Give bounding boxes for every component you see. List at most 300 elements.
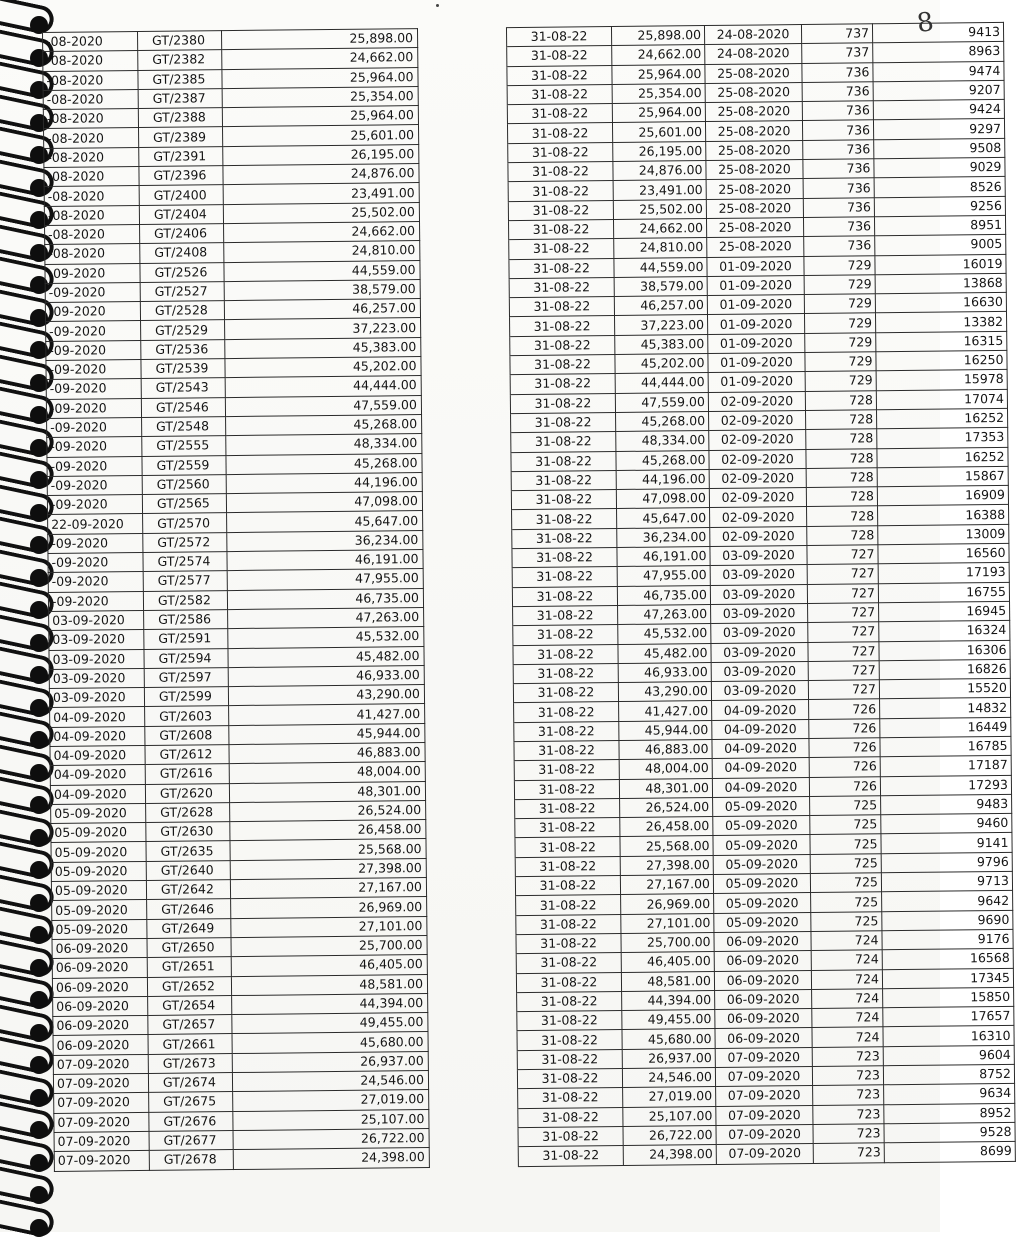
cell-days: 729 [804,313,875,333]
cell-blank [422,452,511,472]
cell-due-date: 03-09-2020 [711,642,808,662]
cell-amount-repeat: 46,735.00 [617,585,710,605]
cell-entry-date: 31-08-22 [509,219,614,239]
cell-value: 9207 [873,80,1004,101]
cell-value: 9176 [882,929,1013,950]
cell-amount-repeat: 45,383.00 [615,334,708,354]
cell-blank [426,877,515,897]
cell-value: 9713 [881,871,1012,892]
cell-days: 729 [804,294,875,314]
cell-value: 16826 [879,659,1010,680]
cell-value: 9634 [884,1084,1015,1105]
cell-value: 14832 [880,698,1011,719]
cell-value: 16324 [879,621,1010,642]
cell-days: 728 [806,487,877,507]
cell-value: 16755 [878,582,1009,603]
cell-invoice: GT/2391 [139,146,223,166]
cell-invoice: GT/2385 [138,69,222,89]
cell-days: 725 [810,815,881,835]
cell-value: 16310 [883,1026,1014,1047]
cell-value: 16252 [877,408,1008,429]
cell-amount: 25,568.00 [230,839,426,860]
cell-amount: 48,581.00 [231,974,427,995]
cell-entry-date: 31-08-22 [508,142,613,162]
cell-blank [421,317,510,337]
cell-invoice: GT/2651 [147,957,231,977]
cell-value: 17187 [880,756,1011,777]
cell-days: 723 [813,1085,884,1105]
binding-hole [30,1024,48,1042]
cell-invoice: GT/2539 [141,359,225,379]
cell-days: 736 [802,82,873,102]
cell-amount: 37,223.00 [225,318,421,339]
cell-date: 05-09-2020 [51,842,146,862]
cell-days: 729 [805,333,876,353]
cell-amount-repeat: 46,405.00 [621,952,714,972]
cell-invoice: GT/2628 [146,802,230,822]
cell-days: 726 [809,776,880,796]
cell-days: 725 [810,834,881,854]
cell-invoice: GT/2603 [145,706,229,726]
cell-due-date: 04-09-2020 [712,777,809,797]
cell-amount: 25,107.00 [233,1109,429,1130]
cell-due-date: 05-09-2020 [714,893,811,913]
cell-days: 726 [809,718,880,738]
cell-blank [422,471,511,491]
cell-amount-repeat: 44,559.00 [614,257,707,277]
cell-date: 03-09-2020 [49,610,144,630]
cell-amount-repeat: 45,532.00 [618,624,711,644]
cell-invoice: GT/2400 [139,185,223,205]
cell-due-date: 03-09-2020 [711,603,808,623]
cell-entry-date: 31-08-22 [515,818,620,838]
cell-due-date: 05-09-2020 [713,854,810,874]
binding-hole [30,536,48,554]
cell-amount: 45,647.00 [227,511,423,532]
cell-value: 9005 [875,235,1006,256]
binding-ring [0,906,56,946]
cell-due-date: 03-09-2020 [711,681,808,701]
cell-date: 06-09-2020 [53,996,148,1016]
cell-amount: 44,444.00 [225,376,421,397]
cell-blank [420,278,509,298]
cell-date: -09-2020 [46,360,141,380]
cell-blank [429,1108,518,1128]
cell-date: -08-2020 [45,244,140,264]
cell-due-date: 07-09-2020 [715,1067,812,1087]
cell-entry-date: 31-08-22 [516,895,621,915]
binding-hole [30,1186,48,1204]
cell-amount-repeat: 44,444.00 [615,373,708,393]
cell-days: 736 [802,101,873,121]
cell-due-date: 02-09-2020 [709,468,806,488]
binding-hole [30,894,48,912]
cell-blank [424,607,513,627]
cell-blank [424,684,513,704]
cell-due-date: 02-09-2020 [709,410,806,430]
cell-date: 06-09-2020 [53,1035,148,1055]
cell-entry-date: 31-08-22 [511,470,616,490]
cell-days: 728 [807,506,878,526]
cell-due-date: 03-09-2020 [711,623,808,643]
cell-amount-repeat: 45,268.00 [616,411,709,431]
cell-invoice: GT/2597 [144,667,228,687]
cell-entry-date: 31-08-22 [514,721,619,741]
cell-due-date: 07-09-2020 [716,1086,813,1106]
cell-value: 16630 [875,293,1006,314]
cell-due-date: 02-09-2020 [710,507,807,527]
cell-amount-repeat: 38,579.00 [614,276,707,296]
cell-due-date: 06-09-2020 [714,970,811,990]
cell-due-date: 06-09-2020 [715,1028,812,1048]
cell-amount: 23,491.00 [223,183,419,204]
cell-entry-date: 31-08-22 [516,972,621,992]
cell-amount: 44,394.00 [232,993,428,1014]
cell-amount: 25,354.00 [222,86,418,107]
cell-blank [428,992,517,1012]
cell-entry-date: 31-08-22 [506,27,611,47]
cell-date: -08-2020 [44,128,139,148]
binding-hole [30,504,48,522]
cell-value: 17345 [882,968,1013,989]
cell-invoice: GT/2630 [146,822,230,842]
page-number-note: 8 [915,6,937,40]
cell-amount-repeat: 45,202.00 [615,354,708,374]
cell-days: 726 [809,738,880,758]
cell-entry-date: 31-08-22 [510,335,615,355]
cell-blank [419,182,508,202]
cell-entry-date: 31-08-22 [512,528,617,548]
cell-amount: 45,944.00 [229,723,425,744]
cell-entry-date: 31-08-22 [512,586,617,606]
cell-invoice: GT/2650 [147,938,231,958]
cell-invoice: GT/2646 [147,899,231,919]
cell-invoice: GT/2608 [145,725,229,745]
binding-ring [0,776,56,816]
cell-blank [427,954,516,974]
cell-days: 728 [806,410,877,430]
cell-date: 06-09-2020 [52,977,147,997]
cell-blank [421,375,510,395]
cell-amount: 24,662.00 [222,48,418,69]
cell-date: -08-2020 [43,31,138,51]
binding-hole [30,471,48,489]
cell-due-date: 06-09-2020 [715,1009,812,1029]
cell-value: 9460 [881,814,1012,835]
binding-hole [30,699,48,717]
cell-amount: 46,405.00 [231,955,427,976]
cell-amount-repeat: 47,955.00 [617,566,710,586]
cell-blank [418,124,507,144]
cell-amount-repeat: 44,394.00 [622,990,715,1010]
cell-date: -09-2020 [46,398,141,418]
cell-amount-repeat: 24,876.00 [613,161,706,181]
cell-blank [428,1031,517,1051]
cell-invoice: GT/2674 [148,1073,232,1093]
cell-blank [425,703,514,723]
cell-invoice: GT/2673 [148,1053,232,1073]
cell-due-date: 25-08-2020 [705,63,802,83]
binding-hole [30,1219,48,1237]
cell-days: 737 [802,43,873,63]
cell-date: 07-09-2020 [53,1054,148,1074]
cell-entry-date: 31-08-22 [510,374,615,394]
cell-days: 726 [809,757,880,777]
cell-amount: 46,735.00 [227,588,423,609]
cell-entry-date: 31-08-22 [513,663,618,683]
cell-invoice: GT/2678 [149,1150,233,1170]
cell-days: 736 [803,178,874,198]
cell-value: 9474 [873,61,1004,82]
cell-value: 8952 [884,1103,1015,1124]
cell-amount-repeat: 49,455.00 [622,1010,715,1030]
cell-days: 729 [804,255,875,275]
cell-amount-repeat: 27,167.00 [620,875,713,895]
binding-hole [30,1089,48,1107]
binding-hole [30,731,48,749]
cell-entry-date: 31-08-22 [511,490,616,510]
cell-amount: 44,559.00 [224,260,420,281]
cell-blank [425,761,514,781]
cell-amount-repeat: 25,898.00 [611,26,704,46]
cell-invoice: GT/2548 [142,417,226,437]
cell-entry-date: 31-08-22 [516,953,621,973]
cell-amount: 36,234.00 [227,530,423,551]
cell-value: 16449 [880,717,1011,738]
cell-due-date: 02-09-2020 [708,391,805,411]
cell-amount-repeat: 24,810.00 [614,238,707,258]
cell-entry-date: 31-08-22 [517,1011,622,1031]
cell-amount-repeat: 48,334.00 [616,431,709,451]
cell-due-date: 01-09-2020 [708,353,805,373]
cell-date: -09-2020 [45,302,140,322]
cell-days: 736 [803,217,874,237]
cell-date: 03-09-2020 [49,668,144,688]
cell-due-date: 04-09-2020 [712,738,809,758]
cell-date: -09-2020 [45,282,140,302]
cell-amount-repeat: 45,680.00 [622,1029,715,1049]
cell-amount: 25,964.00 [222,106,418,127]
cell-date: -09-2020 [47,456,142,476]
cell-amount-repeat: 26,937.00 [622,1048,715,1068]
cell-amount: 44,196.00 [226,472,422,493]
cell-invoice: GT/2382 [138,50,222,70]
cell-value: 9483 [881,794,1012,815]
cell-date: -08-2020 [43,89,138,109]
cell-date: 03-09-2020 [49,649,144,669]
cell-invoice: GT/2620 [145,783,229,803]
cell-invoice: GT/2661 [148,1034,232,1054]
binding-ring [0,1101,56,1141]
cell-date: 07-09-2020 [54,1112,149,1132]
cell-value: 9604 [883,1045,1014,1066]
cell-amount: 26,937.00 [232,1051,428,1072]
cell-entry-date: 31-08-22 [511,432,616,452]
cell-value: 8951 [874,215,1005,236]
cell-amount: 46,257.00 [224,299,420,320]
cell-value: 16945 [879,601,1010,622]
cell-invoice: GT/2599 [144,687,228,707]
cell-due-date: 06-09-2020 [714,951,811,971]
cell-entry-date: 31-08-22 [514,702,619,722]
cell-invoice: GT/2652 [147,976,231,996]
cell-entry-date: 31-08-22 [518,1088,623,1108]
cell-entry-date: 31-08-22 [514,740,619,760]
cell-blank [424,645,513,665]
cell-blank [425,742,514,762]
cell-amount-repeat: 24,662.00 [613,219,706,239]
cell-amount-repeat: 27,101.00 [621,913,714,933]
cell-value: 9642 [882,891,1013,912]
cell-amount: 24,876.00 [223,164,419,185]
cell-invoice: GT/2640 [146,860,230,880]
cell-amount: 49,455.00 [232,1013,428,1034]
cell-days: 724 [811,969,882,989]
cell-blank [426,819,515,839]
cell-entry-date: 31-08-22 [518,1107,623,1127]
cell-blank [428,1012,517,1032]
binding-ring [0,1036,56,1076]
cell-entry-date: 31-08-22 [509,239,614,259]
cell-invoice: GT/2654 [148,995,232,1015]
cell-due-date: 24-08-2020 [704,25,801,45]
cell-amount: 24,662.00 [224,222,420,243]
cell-days: 724 [812,1027,883,1047]
cell-days: 727 [808,603,879,623]
binding-ring [0,971,56,1011]
cell-entry-date: 31-08-22 [507,46,612,66]
cell-value: 9528 [884,1122,1015,1143]
cell-blank [427,896,516,916]
cell-entry-date: 31-08-22 [510,355,615,375]
cell-date: 04-09-2020 [50,765,145,785]
cell-days: 728 [806,448,877,468]
cell-entry-date: 31-08-22 [511,451,616,471]
cell-amount-repeat: 47,098.00 [616,489,709,509]
cell-due-date: 04-09-2020 [712,700,809,720]
cell-days: 736 [803,197,874,217]
cell-invoice: GT/2529 [141,320,225,340]
cell-days: 728 [807,525,878,545]
cell-invoice: GT/2675 [149,1092,233,1112]
cell-value: 13868 [875,273,1006,294]
cell-days: 727 [807,564,878,584]
cell-value: 8699 [884,1142,1015,1163]
cell-days: 725 [810,796,881,816]
ledger-rows [43,22,1016,1171]
cell-amount-repeat: 27,019.00 [623,1087,716,1107]
cell-entry-date: 31-08-22 [518,1126,623,1146]
cell-date: 06-09-2020 [53,1016,148,1036]
cell-amount: 24,810.00 [224,241,420,262]
cell-value: 16250 [876,350,1007,371]
cell-amount: 25,700.00 [231,935,427,956]
cell-blank [423,510,512,530]
cell-amount-repeat: 45,268.00 [616,450,709,470]
cell-value: 15850 [883,987,1014,1008]
cell-due-date: 07-09-2020 [716,1144,813,1164]
cell-due-date: 07-09-2020 [716,1105,813,1125]
cell-date: 05-09-2020 [51,881,146,901]
cell-amount-repeat: 45,944.00 [619,720,712,740]
cell-days: 728 [806,468,877,488]
cell-due-date: 03-09-2020 [711,661,808,681]
cell-due-date: 25-08-2020 [706,160,803,180]
cell-date: 05-09-2020 [51,823,146,843]
cell-entry-date: 31-08-22 [514,779,619,799]
cell-amount-repeat: 46,191.00 [617,547,710,567]
cell-amount: 26,458.00 [230,820,426,841]
cell-invoice: GT/2574 [143,552,227,572]
cell-amount: 43,290.00 [228,685,424,706]
cell-due-date: 01-09-2020 [707,256,804,276]
cell-days: 725 [811,911,882,931]
cell-due-date: 02-09-2020 [709,449,806,469]
cell-amount: 27,101.00 [231,916,427,937]
cell-invoice: GT/2528 [140,301,224,321]
cell-blank [422,433,511,453]
cell-entry-date: 31-08-22 [515,798,620,818]
cell-days: 727 [807,545,878,565]
cell-value: 9424 [873,100,1004,121]
cell-blank [426,857,515,877]
cell-entry-date: 31-08-22 [517,991,622,1011]
cell-amount-repeat: 46,933.00 [618,662,711,682]
cell-invoice: GT/2408 [140,243,224,263]
cell-date: -09-2020 [47,417,142,437]
cell-due-date: 02-09-2020 [709,488,806,508]
cell-due-date: 25-08-2020 [705,82,802,102]
cell-days: 727 [808,641,879,661]
cell-value: 9796 [881,852,1012,873]
cell-value: 16388 [878,505,1009,526]
cell-entry-date: 31-08-22 [509,277,614,297]
cell-entry-date: 31-08-22 [509,297,614,317]
cell-value: 16315 [876,331,1007,352]
cell-amount-repeat: 36,234.00 [617,527,710,547]
cell-amount-repeat: 44,196.00 [616,469,709,489]
cell-date: -08-2020 [44,205,139,225]
cell-invoice: GT/2635 [146,841,230,861]
cell-date: 22-09-2020 [48,514,143,534]
cell-date: -09-2020 [48,552,143,572]
binding-hole [30,926,48,944]
cell-blank [423,587,512,607]
cell-blank [417,28,506,48]
cell-date: -09-2020 [46,340,141,360]
binding-hole [30,959,48,977]
cell-days: 736 [804,236,875,256]
cell-date: 07-09-2020 [54,1131,149,1151]
cell-due-date: 25-08-2020 [707,237,804,257]
cell-due-date: 24-08-2020 [705,44,802,64]
cell-blank [429,1127,518,1147]
cell-due-date: 06-09-2020 [715,989,812,1009]
cell-due-date: 02-09-2020 [709,430,806,450]
binding-ring [0,841,56,881]
cell-invoice: GT/2527 [140,281,224,301]
cell-invoice: GT/2565 [142,494,226,514]
cell-blank [421,336,510,356]
cell-blank [418,105,507,125]
cell-invoice: GT/2543 [141,378,225,398]
cell-amount-repeat: 26,458.00 [620,817,713,837]
cell-date: -08-2020 [44,167,139,187]
cell-blank [423,568,512,588]
binding-hole [30,829,48,847]
cell-entry-date: 31-08-22 [516,933,621,953]
cell-days: 727 [808,622,879,642]
